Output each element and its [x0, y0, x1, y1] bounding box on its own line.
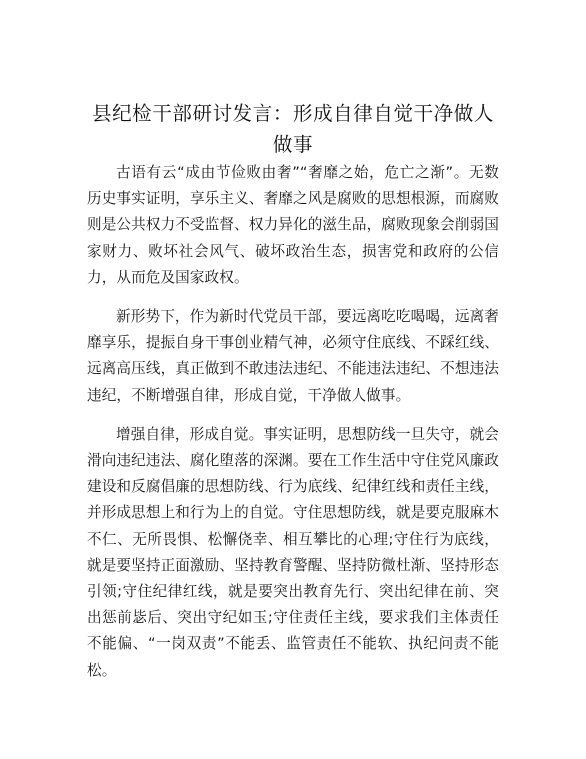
- paragraph-3: 增强自律，形成自觉。事实证明，思想防线一旦失守，就会滑向违纪违法、腐化堕落的深渊。要在工作生活中守住党风廉政建设和反腐倡廉的思想防线、行为底线、纪律红线和责任主线，并形成思想上和行为上的自觉。守住思想防线，就是要克服麻木不仁、无所畏惧、松懈侥幸、相互攀比的心理;守住行为底线，就是要坚持正面激励、坚持教育警醒、坚持防微杜渐、坚持形态引领;守住纪律红线，就是要突出教育先行、突出纪律在前、突出惩前毖后、突出守纪如玉;守住责任主线，要求我们主体责任不能偏、“一岗双责”不能丢、监管责任不能软、执纪问责不能松。: [87, 425, 499, 679]
- document-title: 县纪检干部研讨发言：形成自律自觉干净做人做事: [91, 102, 494, 156]
- paragraph-2: 新形势下，作为新时代党员干部，要远离吃吃喝喝，远离奢靡享乐，提振自身干事创业精气神，必须守住底线、不踩红线、远离高压线，真正做到不敢违法违纪、不能违法违纪、不想违法违纪，不断增强自律，形成自觉，干净做人做事。: [87, 308, 499, 404]
- document-body: [87, 160, 499, 697]
- paragraph-1: 古语有云“成由节俭败由奢”“奢靡之始，危亡之渐”。无数历史事实证明，享乐主义、奢靡之风是腐败的思想根源，而腐败则是公共权力不受监督、权力异化的滋生品，腐败现象会削弱国家财力、败坏社会风气、破坏政治生态，损害党和政府的公信力，从而危及国家政权。: [87, 164, 499, 286]
